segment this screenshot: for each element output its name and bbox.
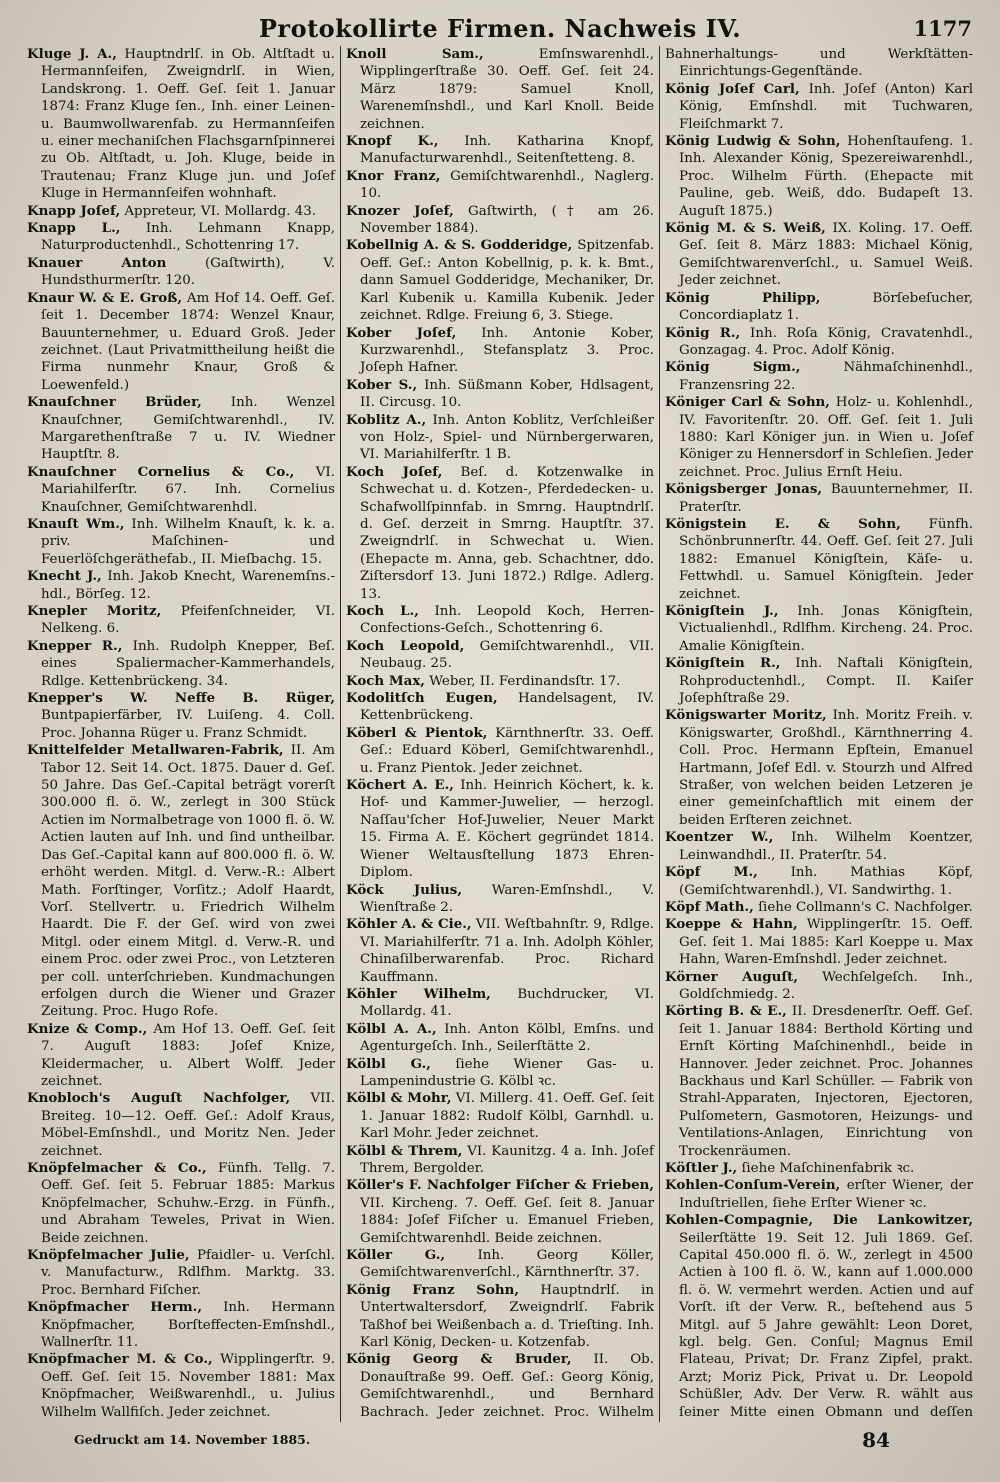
firm-name: Knauſchner Brüder,	[27, 394, 202, 411]
firm-name: Körner Auguſt,	[665, 968, 798, 985]
firm-name: Köck Julius,	[346, 881, 462, 898]
firm-details: II. Dresdenerſtr. Oeff. Geſ. ſeit 1. Januar 1884: Berthold Körting und Ernſt Körting Maſchinenhdl., beide in Hannover. Jeder zeichnet. Proc. Johannes Backhaus und Karl Schüller. — Fabrik von Strahl-Apparaten, Injectoren, Ejectoren, Pulſometern, Gasmotoren, Heizungs- und Ventilations-Anlagen, Einrichtung von Trockenräumen.	[679, 1004, 973, 1159]
directory-entry	[665, 829, 973, 864]
firm-details: VII. Kircheng. 7. Oeff. Geſ. ſeit 8. Januar 1884: Joſef Fiſcher u. Emanuel Frieben, Gemiſchtwarenhdl. Beide zeichnen.	[360, 1195, 654, 1246]
firm-name: Köhler A. & Cie.,	[346, 916, 472, 933]
firm-details: Inh. Antonie Kober, Kurzwarenhdl., Stefansplatz 3. Proc. Joſeph Hafner.	[360, 325, 654, 376]
directory-entry	[346, 916, 654, 986]
firm-details: Wechſelgeſch. Inh., Goldſchmiedg. 2.	[679, 969, 974, 1002]
firm-details: Inh. Roſa König, Cravatenhdl., Gonzagag. 4. Proc. Adolf König.	[679, 325, 973, 358]
firm-details: Waren-Emſnshdl., V. Wienſtraße 2.	[360, 882, 654, 915]
firm-name: Knauer Anton	[27, 254, 167, 271]
directory-entry	[346, 1143, 654, 1178]
directory-entry	[27, 1299, 335, 1351]
firm-name: Köpf M.,	[665, 864, 758, 881]
firm-details: II. Am Tabor 12. Seit 14. Oct. 1875. Dauer d. Geſ. 50 Jahre. Das Geſ.-Capital beträgt vorerſt 300.000 fl. ö. W., zerlegt in 300 Stück Actien im Normalbetrage von 1000 fl. ö. W. Actien lauten auf Inh. und ſind untheilbar. Das Geſ.-Capital kann auf 800.000 fl. ö. W. erhöht werden. Mitgl. d. Verw.-R.: Albert Math. Forſtinger, Vorſitz.; Adolf Haardt, Vorſ. Stellvertr. u. Friedrich Wilhelm Haardt. Die F. der Geſ. wird von zwei Mitgl. oder einem Mitgl. d. Verw.-R. und einem Proc. oder zwei Proc., von Letzteren per coll. unterſchrieben. Kundmachungen erfolgen durch die Wiener und Grazer Zeitung. Proc. Hugo Rofe.	[41, 743, 336, 1020]
firm-details: Weber, II. Ferdinandsſtr. 17.	[429, 673, 621, 689]
directory-entry	[665, 655, 973, 707]
directory-entry	[27, 394, 335, 464]
firm-details: Seilerſtätte 19. Seit 12. Juli 1869. Geſ. Capital 450.000 fl. ö. W., zerlegt in 4500 Actien à 100 fl. ö. W., kann auf 1.000.000 fl. ö. W. vermehrt werden. Actien und auf Vorſt. iſt der Verw. R., beſtehend aus 5 Mitgl. auf 5 Jahre gewählt: Leon Doret, kgl. belg. Gen. Conſul; Magnus Emil Flateau, Privat; Dr. Franz Zipfel, prakt. Arzt; Moriz Pick, Privat u. Dr. Leopold Schüßler, Adv. Der Verw. R. wählt aus ſeiner Mitte einen Obmann und deſſen	[679, 1230, 973, 1420]
directory-entry	[346, 325, 654, 377]
directory-entry	[346, 1177, 654, 1247]
firm-name: Knor Franz,	[346, 167, 441, 184]
directory-entry	[346, 882, 654, 917]
print-date: Gedruckt am 14. November 1885.	[74, 1432, 311, 1447]
firm-details: Spitzenfab. Oeff. Geſ.: Anton Kobellnig, p. k. k. Bmt., dann Samuel Godderidge, Mechaniker, Dr. Karl Kubenik u. Kamilla Kubenik. Jeder zeichnet. Rdlge. Freiung 6, 3. Stiege.	[360, 238, 654, 324]
firm-name: Knöpfmacher Herm.,	[27, 1299, 202, 1316]
firm-name: Knöpfmacher M. & Co.,	[27, 1351, 213, 1368]
firm-details: Hohenſtaufeng. 1. Inh. Alexander König, Spezereiwarenhdl., Proc. Wilhelm Fürth. (Ehepacte mit Pauline, geb. Weiß, ddo. Budapeſt 13. Auguſt 1875.)	[679, 134, 973, 219]
firm-details: VI. Mariahilferſtr. 67. Inh. Cornelius Knauſchner, Gemiſchtwarenhdl.	[41, 464, 335, 515]
firm-name: Knauſchner Cornelius & Co.,	[27, 463, 295, 480]
firm-details: Pfaidler- u. Verſchl. v. Manufacturw., Rdlfhm. Marktg. 33. Proc. Bernhard Fiſcher.	[41, 1248, 335, 1298]
directory-entry	[665, 1212, 973, 1422]
directory-entry	[346, 777, 654, 881]
firm-name: Kölbl & Threm,	[346, 1142, 463, 1159]
directory-entry	[346, 203, 654, 238]
directory-entry	[27, 742, 335, 1021]
firm-name: Köller G.,	[346, 1247, 446, 1264]
directory-entry	[27, 220, 335, 255]
firm-name: Knecht J.,	[27, 568, 102, 585]
firm-details: Börſebeſucher, Concordiaplatz 1.	[679, 290, 973, 324]
firm-name: König Georg & Bruder,	[346, 1351, 572, 1368]
firm-name: König Sigm.,	[665, 359, 801, 376]
directory-entry	[27, 46, 335, 203]
firm-details: Inh. Anton Kölbl, Emſns. und Agenturgeſch. Inh., Seilerſtätte 2.	[360, 1021, 654, 1055]
directory-entry	[27, 1351, 335, 1421]
firm-name: Kober Joſef,	[346, 324, 457, 341]
firm-name: Knepper's W. Neffe B. Rüger,	[27, 690, 335, 707]
directory-entry	[665, 325, 973, 360]
firm-details: Fünfh. Tellg. 7. Oeff. Geſ. ſeit 5. Februar 1885: Markus Knöpfelmacher, Schuhw.-Erzg. in Fünfh., und Abraham Teweles, Privat in Wien. Beide zeichnen.	[41, 1161, 335, 1246]
firm-name: Knauſt Wm.,	[27, 515, 125, 532]
firm-name: Koch Joſef,	[346, 463, 443, 480]
columns-container	[22, 46, 978, 1422]
firm-name: Knöpfelmacher Julie,	[27, 1247, 190, 1264]
directory-entry	[665, 707, 973, 829]
firm-name: König Ludwig & Sohn,	[665, 133, 841, 150]
firm-name: Knapp L.,	[27, 220, 121, 237]
firm-details: Inh. Naftali Königſtein, Rohproductenhdl., Compt. II. Kaiſer Joſephſtraße 29.	[679, 656, 973, 707]
firm-name: Kohlen-Conſum-Verein,	[665, 1177, 841, 1194]
firm-details: Am Hof 14. Oeff. Geſ. ſeit 1. December 1874: Wenzel Knaur, Bauunternehmer, u. Eduard Groß. Jeder zeichnet. (Laut Privatmittheilung heißt die Firma nunmehr Knaur, Groß & Loewenfeld.)	[41, 290, 335, 393]
directory-entry	[27, 255, 335, 290]
firm-details: Emſnswarenhdl., Wipplingerſtraße 30. Oeff. Geſ. ſeit 24. März 1879: Samuel Knoll, Warenemſnshdl., und Karl Knoll. Beide zeichnen.	[360, 47, 654, 132]
firm-details: ſiehe Collmann's C. Nachfolger.	[758, 899, 973, 915]
firm-details: Appreteur, VI. Mollardg. 43.	[124, 203, 317, 219]
firm-name: Köberl & Pientok,	[346, 724, 488, 741]
firm-name: Knöpfelmacher & Co.,	[27, 1160, 207, 1176]
directory-entry	[27, 568, 335, 603]
firm-name: Kober S.,	[346, 376, 418, 393]
firm-name: Knepper R.,	[27, 637, 123, 654]
directory-entry	[27, 464, 335, 516]
firm-name: Königstein E. & Sohn,	[665, 515, 901, 532]
firm-details: ſiehe Wiener Gas- u. Lampenindustrie G. Kölbl ꝛc.	[360, 1056, 655, 1089]
firm-details: Hauptndrlſ. in Untertwaltersdorf, Zweigndrlſ. Fabrik Taßhof bei Weißenbach a. d. Trieſting. Inh. Karl König, Decken- u. Kotzenfab.	[360, 1282, 654, 1351]
directory-entry	[346, 1282, 654, 1352]
firm-details: Inh. Süßmann Kober, Hdlsagent, II. Circusg. 10.	[360, 377, 654, 411]
firm-details: VII. Breiteg. 10—12. Oeff. Geſ.: Adolf Kraus, Möbel-Emſnshdl., und Moritz Nen. Jeder zeichnet.	[41, 1091, 335, 1159]
directory-entry	[346, 46, 654, 133]
directory-entry	[27, 1247, 335, 1299]
directory-entry	[665, 1177, 973, 1212]
firm-name: Koeppe & Hahn,	[665, 916, 798, 933]
firm-name: Königer Carl & Sohn,	[665, 394, 830, 411]
firm-name: Königswarter Moritz,	[665, 707, 827, 724]
firm-name: Knittelfelder Metallwaren-Fabrik,	[27, 742, 284, 759]
firm-name: Knopf K.,	[346, 133, 439, 150]
directory-entry	[27, 638, 335, 690]
directory-entry	[346, 237, 654, 324]
firm-name: Köller's F. Nachfolger Fiſcher & Frieben,	[346, 1177, 654, 1194]
firm-name: Köſtler J.,	[665, 1160, 738, 1176]
directory-entry	[346, 168, 654, 203]
firm-details: Bauunternehmer, II. Praterſtr.	[679, 482, 973, 515]
directory-entry	[346, 1021, 654, 1056]
firm-name: Kohlen-Compagnie, Die Lankowitzer,	[665, 1212, 973, 1229]
directory-entry	[346, 464, 654, 603]
directory-entry	[27, 1021, 335, 1091]
directory-entry	[665, 133, 973, 220]
directory-entry	[27, 516, 335, 568]
firm-details: VI. Kaunitzg. 4 a. Inh. Joſef Threm, Bergolder.	[360, 1143, 654, 1176]
firm-name: Königſtein J.,	[665, 603, 779, 619]
directory-entry	[346, 603, 654, 638]
firm-details: II. Ob. Donauſtraße 99. Oeff. Geſ.: Georg König, Gemiſchtwarenhdl., und Bernhard Bachrach. Jeder zeichnet. Proc. Wilhelm	[360, 1352, 655, 1420]
page-footer	[28, 1428, 972, 1454]
directory-entry	[665, 1160, 973, 1177]
signature-mark: 84	[862, 1428, 890, 1452]
firm-name: Körting B. & E.,	[665, 1003, 787, 1020]
firm-name: Köhler Wilhelm,	[346, 985, 491, 1002]
firm-details: Inh. Georg Köller, Gemiſchtwarenverſchl., Kärnthnerſtr. 37.	[360, 1248, 654, 1281]
firm-name: König M. & S. Weiß,	[665, 220, 826, 237]
firm-details: Inh. Rudolph Knepper, Beſ. eines Spaliermacher-Kammerhandels, Rdlge. Kettenbrückeng. 34.	[41, 638, 335, 689]
directory-entry	[346, 690, 654, 725]
page-title: Protokollirte Firmen. Nachweis IV.	[258, 14, 742, 43]
firm-details: Fünfh. Schönbrunnerſtr. 44. Oeff. Geſ. ſeit 27. Juli 1882: Emanuel Königſtein, Käſe- u. Fettwhdl. u. Samuel Königſtein. Jeder zeichnet.	[679, 516, 973, 602]
firm-name: Knobloch's Auguſt Nachfolger,	[27, 1090, 291, 1107]
column-left	[22, 46, 340, 1422]
firm-details: Inh. Joſef (Anton) Karl König, Emſnshdl. mit Tuchwaren, Fleiſchmarkt 7.	[679, 81, 974, 132]
firm-details: ſiehe Maſchinenfabrik ꝛc.	[741, 1161, 915, 1176]
firm-details: Inh. Katharina Knopf, Manufacturwarenhdl., Seitenſtetteng. 8.	[360, 134, 654, 167]
firm-name: Knize & Comp.,	[27, 1020, 148, 1037]
firm-details: Inh. Wilhelm Knauſt, k. k. a. priv. Maſchinen- und Feuerlöſchgeräthefab., II. Mieſbachg. 15.	[41, 516, 335, 567]
firm-details: Gemiſchtwarenhdl., VII. Neubaug. 25.	[360, 638, 654, 672]
directory-entry	[27, 1090, 335, 1160]
directory-entry	[346, 133, 654, 168]
firm-name: Koch L.,	[346, 603, 419, 619]
directory-entry	[27, 1160, 335, 1247]
firm-name: Kölbl G.,	[346, 1055, 431, 1072]
directory-entry	[346, 412, 654, 464]
directory-entry	[346, 1351, 654, 1422]
directory-entry	[27, 1421, 335, 1422]
directory-entry	[27, 690, 335, 742]
firm-details: Inh. Heinrich Köchert, k. k. Hof- und Kammer-Juwelier, — herzogl. Naſſau'ſcher Hof-Juwelier, Neuer Markt 15. Firma A. E. Köchert gegründet 1814. Wiener Weltausſtellung 1873 Ehren-Diplom.	[360, 778, 654, 881]
directory-entry	[665, 969, 973, 1004]
firm-name	[27, 1421, 116, 1422]
firm-name: Kölbl & Mohr,	[346, 1090, 452, 1107]
firm-name: Köpf Math.,	[665, 898, 754, 915]
firm-details: Inh. Wenzel Knauſchner, Gemiſchtwarenhdl., IV. Margarethenſtraße 7 u. IV. Wiedner Hauptſtr. 8.	[41, 395, 335, 463]
firm-details: Kärnthnerſtr. 33. Oeff. Geſ.: Eduard Köberl, Gemiſchtwarenhdl., u. Franz Pientok. Jeder zeichnet.	[360, 725, 654, 776]
directory-entry	[346, 673, 654, 690]
firm-name: Kluge J. A.,	[27, 46, 117, 62]
firm-name: König R.,	[665, 324, 741, 341]
firm-name: Knepler Moritz,	[27, 603, 162, 619]
firm-name: Koch Max,	[346, 672, 425, 689]
firm-details: Pfeifenſchneider, VI. Nelkeng. 6.	[41, 604, 335, 637]
firm-details: Wipplingerſtr. 15. Oeff. Geſ. ſeit 1. Mai 1885: Karl Koeppe u. Max Hahn, Waren-Emſnshdl. Jeder zeichnet.	[679, 917, 973, 968]
firm-name: Knoll Sam.,	[346, 46, 484, 62]
firm-details: Beſ. d. Kotzenwalke in Schwechat u. d. Kotzen-, Pferdedecken- u. Schafwollſpinnfab. in Smrng. Hauptndrlſ. d. Geſ. derzeit in Smrng. Hauptſtr. 37. Zweigndrlſ. in Schwechat u. Wien. (Ehepacte m. Anna, geb. Schachtner, ddo. Ziſtersdorf 13. Juni 1872.) Rdlge. Adlerg. 13.	[360, 464, 654, 602]
directory-entry	[665, 359, 973, 394]
firm-name: König Franz Sohn,	[346, 1281, 520, 1298]
directory-entry	[665, 81, 973, 133]
column-right	[659, 46, 978, 1422]
directory-entry	[346, 1056, 654, 1091]
firm-details: VI. Millerg. 41. Oeff. Geſ. ſeit 1. Januar 1882: Rudolf Kölbl, Garnhdl. u. Karl Mohr. Jeder zeichnet.	[360, 1091, 654, 1142]
firm-name: Koblitz A.,	[346, 411, 427, 428]
firm-details: Gemiſchtwarenhdl., Naglerg. 10.	[360, 168, 654, 202]
firm-name: König Philipp,	[665, 289, 821, 306]
firm-name: Königsberger Jonas,	[665, 481, 823, 498]
directory-entry	[346, 1247, 654, 1282]
directory-entry	[665, 46, 973, 81]
firm-name: Kölbl A. A.,	[346, 1020, 437, 1037]
firm-details: Hauptndrlſ. in Ob. Altſtadt u. Hermannſeifen, Zweigndrlſ. in Wien, Landskrong. 1. Oeff. Geſ. ſeit 1. Januar 1874: Franz Kluge ſen., Inh. einer Leinen- u. Baumwollwarenfab. zu Hermannſeifen u. einer mechaniſchen Flachsgarnſpinnerei zu Ob. Altſtadt, u. Joh. Kluge, beide in Trautenau; Franz Kluge jun. und Joſef Kluge in Hermannſeifen wohnhaft.	[41, 47, 336, 202]
firm-details: erſter Wiener, der Induſtriellen, ſiehe Erſter Wiener ꝛc.	[679, 1178, 973, 1211]
firm-name: Köchert A. E.,	[346, 777, 454, 794]
directory-entry	[346, 725, 654, 777]
page-number: 1177	[913, 16, 972, 41]
firm-details: Bahnerhaltungs- und Werkſtätten-Einrichtungs-Gegenſtände.	[665, 47, 973, 80]
firm-details: Wipplingerſtr. 9. Oeff. Geſ. ſeit 15. November 1881: Max Knöpfmacher, Weißwarenhdl., u. Julius Wilhelm Wallfiſch. Jeder zeichnet.	[41, 1352, 335, 1420]
firm-name: Knaur W. & E. Groß,	[27, 289, 182, 306]
firm-details: Inh. Anton Koblitz, Verſchleißer von Holz-, Spiel- und Nürnbergerwaren, VI. Mariahilferſtr. 1 B.	[360, 412, 655, 463]
directory-entry	[346, 986, 654, 1021]
directory-entry	[665, 916, 973, 968]
firm-details: Buntpapierfärber, IV. Luiſeng. 4. Coll. Proc. Johanna Rüger u. Franz Schmidt.	[41, 708, 335, 741]
directory-entry	[665, 290, 973, 325]
directory-entry	[27, 603, 335, 638]
directory-entry	[665, 394, 973, 481]
directory-entry	[665, 1003, 973, 1160]
firm-details: Inh. Hermann Knöpfmacher, Borſteffecten-Emſnshdl., Wallnerſtr. 11.	[41, 1300, 335, 1351]
firm-name: Königſtein R.,	[665, 655, 781, 672]
firm-details: Buchdrucker, VI. Mollardg. 41.	[360, 986, 654, 1020]
firm-name: Kobellnig A. & S. Godderidge,	[346, 237, 573, 254]
firm-details: (Gaſtwirth), V. Hundsthurmerſtr. 120.	[41, 255, 335, 289]
firm-name: König Joſef Carl,	[665, 80, 800, 97]
firm-name: Koentzer W.,	[665, 829, 774, 846]
directory-entry	[665, 864, 973, 899]
firm-name: Knozer Joſef,	[346, 202, 454, 219]
firm-details: Inh. Jakob Knecht, Warenemſns.-hdl., Börſeg. 12.	[41, 569, 335, 602]
firm-details: Inh. Wilhelm Koentzer, Leinwandhdl., II. Praterſtr. 54.	[679, 830, 973, 863]
firm-details: VII. Weſtbahnſtr. 9, Rdlge. VI. Mariahilferſtr. 71 a. Inh. Adolph Köhler, Chinaſilberwarenfab. Proc. Richard Kauffmann.	[360, 917, 655, 985]
directory-entry	[665, 516, 973, 603]
directory-entry	[665, 220, 973, 290]
directory-entry	[346, 377, 654, 412]
directory-entry	[665, 603, 973, 655]
firm-name: Kodolitſch Eugen,	[346, 690, 498, 707]
directory-entry	[346, 638, 654, 673]
directory-entry	[346, 1090, 654, 1142]
firm-details: Nähmaſchinenhdl., Franzensring 22.	[679, 360, 973, 393]
firm-name: Koch Leopold,	[346, 637, 465, 654]
directory-entry	[665, 481, 973, 516]
firm-details: Inh. Leopold Koch, Herren-Confections-Geſch., Schottenring 6.	[360, 604, 654, 637]
firm-details: Inh. Lehmann Knapp, Naturproductenhdl., Schottenring 17.	[41, 221, 335, 254]
firm-name: Knapp Joſef,	[27, 202, 121, 219]
directory-entry	[27, 290, 335, 394]
firm-details: Am Hof 13. Oeff. Geſ. ſeit 7. Auguſt 1883: Joſef Knize, Kleidermacher, u. Albert Wolff. Jeder zeichnet.	[41, 1021, 335, 1089]
firm-details: Inh. Jonas Königſtein, Victualienhdl., Rdlfhm. Kircheng. 24. Proc. Amalie Königſtein.	[679, 604, 973, 654]
firm-details: Holz- u. Kohlenhdl., IV. Favoritenſtr. 20. Off. Geſ. ſeit 1. Juli 1880: Karl Königer jun. in Wien u. Joſef Königer zu Hennersdorf in Schleſien. Jeder zeichnet. Proc. Julius Ernſt Heiu.	[679, 395, 973, 480]
firm-details: IX. Koling. 17. Oeff. Geſ. ſeit 8. März 1883: Michael König, Gemiſchtwarenverſchl., u. Samuel Weiß. Jeder zeichnet.	[679, 221, 973, 289]
page-header	[28, 14, 972, 44]
firm-details: Gaſtwirth, († am 26. November 1884).	[360, 203, 654, 237]
firm-details: Handelsagent, IV. Kettenbrückeng.	[360, 691, 655, 724]
firm-details: Inh. Mathias Köpf, (Gemiſchtwarenhdl.), VI. Sandwirthg. 1.	[679, 865, 973, 898]
firm-details: Inh. Moritz Freih. v. Königswarter, Großhdl., Kärnthnerring 4. Coll. Proc. Hermann Epſtein, Emanuel Hartmann, Joſef Edl. v. Stourzh und Alfred Straßer, von welchen beiden Letzeren je einer gemeinſchaftlich mit einem der beiden Erſteren zeichnet.	[679, 708, 974, 828]
directory-entry	[665, 899, 973, 916]
column-middle	[340, 46, 659, 1422]
directory-entry	[27, 203, 335, 220]
